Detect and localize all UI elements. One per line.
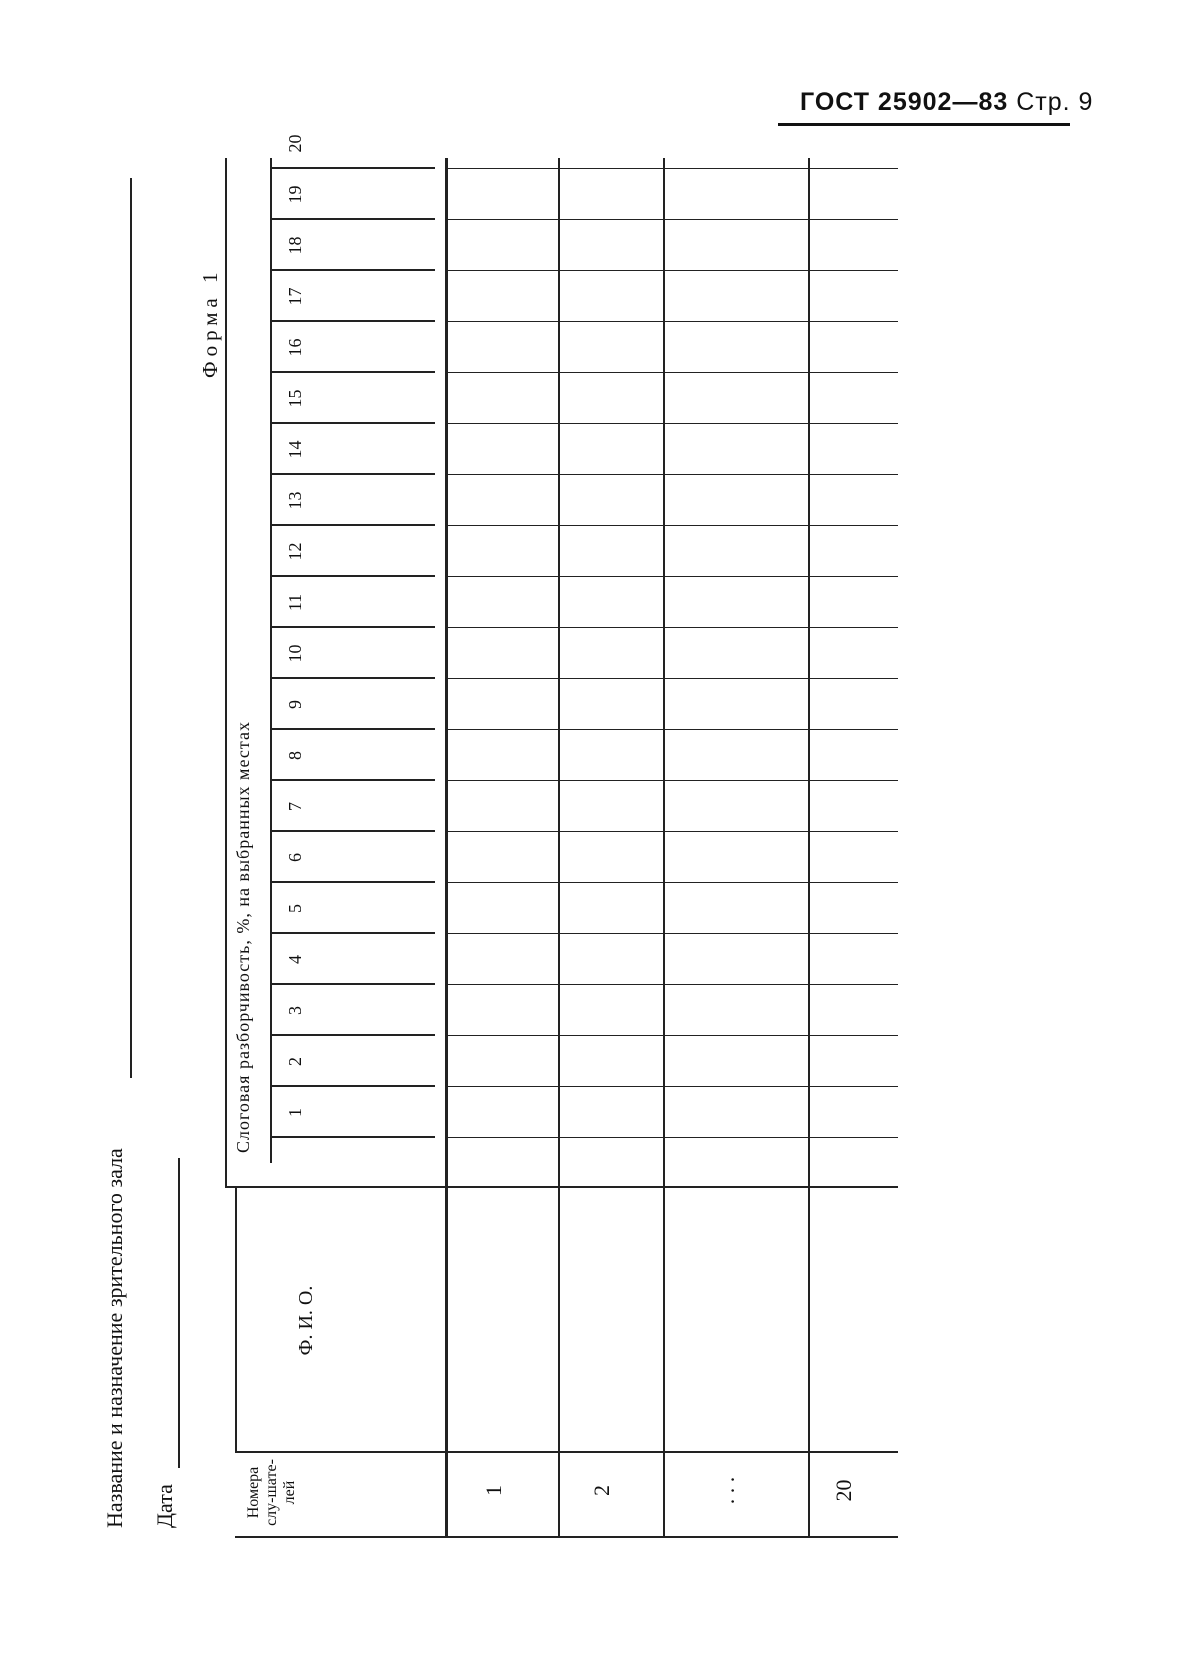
place-col-10: 10 — [285, 644, 305, 663]
header-sep-listener — [235, 1451, 450, 1453]
cell-line — [448, 933, 558, 934]
header-bottom-line — [445, 158, 448, 1538]
cell-line — [808, 729, 898, 730]
cell-line — [808, 984, 898, 985]
col-name-label: Ф. И. О. — [295, 1285, 317, 1356]
header-sep-name — [225, 1186, 445, 1188]
cell-line — [663, 780, 808, 781]
cell-line — [663, 933, 808, 934]
place-col-6: 6 — [285, 853, 305, 862]
place-col-17: 17 — [285, 287, 305, 306]
cell-line — [558, 321, 663, 322]
place-col-8: 8 — [285, 751, 305, 760]
table-bottom-edge — [448, 1536, 898, 1538]
place-col-5: 5 — [285, 904, 305, 913]
cell-line — [808, 780, 898, 781]
row-sep-listener — [663, 1451, 808, 1453]
row-separator — [558, 158, 560, 1538]
cell-line — [663, 372, 808, 373]
cell-line — [663, 1086, 808, 1087]
cell-line — [558, 372, 663, 373]
hall-name-blank[interactable] — [130, 178, 132, 1078]
cell-line — [808, 168, 898, 169]
hall-name-label: Название и назначение зрительного зала — [102, 1148, 127, 1528]
place-col-15: 15 — [285, 389, 305, 408]
cell-line — [558, 933, 663, 934]
date-label: Дата — [152, 1484, 177, 1528]
cell-line — [808, 219, 898, 220]
cell-line — [808, 423, 898, 424]
row-sep-listener — [448, 1451, 558, 1453]
cell-line — [663, 678, 808, 679]
row-listener-number: 1 — [481, 1485, 506, 1496]
cell-line — [663, 321, 808, 322]
cell-line — [663, 831, 808, 832]
cell-line — [558, 627, 663, 628]
cell-line — [558, 219, 663, 220]
row-separator — [663, 158, 665, 1538]
place-col-20: 20 — [285, 134, 305, 153]
table-top-line-left — [235, 1188, 237, 1453]
cell-line — [808, 882, 898, 883]
row-sep-name — [808, 1186, 898, 1188]
cell-line — [808, 933, 898, 934]
cell-line — [808, 270, 898, 271]
cell-line — [448, 168, 558, 169]
cell-line — [808, 1086, 898, 1087]
cell-line — [558, 729, 663, 730]
cell-line — [808, 831, 898, 832]
header-rule — [778, 123, 1070, 126]
form-label: Форма 1 — [198, 267, 222, 378]
cell-line — [808, 1137, 898, 1138]
cell-line — [808, 372, 898, 373]
cell-line — [808, 1035, 898, 1036]
place-col-9: 9 — [285, 700, 305, 709]
cell-line — [558, 1086, 663, 1087]
cell-line — [558, 831, 663, 832]
page-label: Стр. — [1016, 88, 1071, 116]
place-col-16: 16 — [285, 338, 305, 357]
cell-line — [808, 474, 898, 475]
cell-line — [808, 627, 898, 628]
cell-line — [448, 525, 558, 526]
rotated-form — [100, 134, 856, 1538]
cell-line — [448, 1035, 558, 1036]
row-listener-number: 20 — [831, 1479, 856, 1502]
cell-line — [448, 321, 558, 322]
cell-line — [808, 321, 898, 322]
place-col-2: 2 — [285, 1057, 305, 1066]
cell-line — [448, 678, 558, 679]
row-sep-name — [558, 1186, 663, 1188]
place-col-13: 13 — [285, 491, 305, 510]
cell-line — [558, 678, 663, 679]
cell-line — [663, 423, 808, 424]
cell-line — [448, 219, 558, 220]
cell-line — [448, 474, 558, 475]
place-col-14: 14 — [285, 440, 305, 459]
cell-line — [558, 474, 663, 475]
cell-line — [663, 627, 808, 628]
col-intelligibility-label: Слоговая разборчивость, %, на выбранных местах — [233, 721, 253, 1153]
cell-line — [448, 576, 558, 577]
cell-line — [663, 576, 808, 577]
cell-line — [558, 525, 663, 526]
row-listener-number: . . . — [713, 1476, 739, 1505]
cell-line — [448, 984, 558, 985]
cell-line — [558, 780, 663, 781]
row-sep-listener — [808, 1451, 898, 1453]
place-col-7: 7 — [285, 802, 305, 811]
cell-line — [663, 882, 808, 883]
group-label-line — [270, 158, 272, 1163]
place-col-12: 12 — [285, 542, 305, 561]
cell-line — [663, 984, 808, 985]
cell-line — [558, 882, 663, 883]
place-col-4: 4 — [285, 955, 305, 964]
place-col-3: 3 — [285, 1006, 305, 1015]
cell-line — [663, 168, 808, 169]
row-sep-listener — [558, 1451, 663, 1453]
page-header — [800, 88, 1093, 117]
cell-line — [448, 729, 558, 730]
document-code: ГОСТ 25902—83 — [800, 88, 1009, 116]
header-left-edge — [235, 1536, 450, 1538]
cell-line — [663, 474, 808, 475]
cell-line — [448, 423, 558, 424]
cell-line — [663, 270, 808, 271]
place-col-1: 1 — [285, 1108, 305, 1117]
cell-line — [808, 525, 898, 526]
cell-line — [808, 576, 898, 577]
cell-line — [558, 168, 663, 169]
cell-line — [448, 270, 558, 271]
date-blank[interactable] — [178, 1158, 180, 1468]
cell-line — [448, 627, 558, 628]
cell-line — [663, 729, 808, 730]
cell-line — [448, 780, 558, 781]
col-listener-label: Номера слу-шате-лей — [245, 1459, 298, 1526]
place-col-11: 11 — [285, 593, 305, 612]
place-col-19: 19 — [285, 185, 305, 204]
cell-line — [558, 576, 663, 577]
row-sep-name — [448, 1186, 558, 1188]
cell-line — [663, 1035, 808, 1036]
row-separator — [808, 158, 810, 1538]
cell-line — [558, 1035, 663, 1036]
cell-line — [558, 1137, 663, 1138]
table-top-line — [225, 158, 227, 1188]
cell-line — [663, 1137, 808, 1138]
cell-line — [448, 882, 558, 883]
cell-line — [448, 1086, 558, 1087]
cell-line — [448, 372, 558, 373]
place-col-18: 18 — [285, 236, 305, 255]
cell-line — [663, 525, 808, 526]
cell-line — [558, 423, 663, 424]
cell-line — [558, 984, 663, 985]
cell-line — [808, 678, 898, 679]
row-listener-number: 2 — [588, 1485, 614, 1496]
cell-line — [448, 831, 558, 832]
row-sep-name — [663, 1186, 808, 1188]
cell-line — [448, 1137, 558, 1138]
cell-line — [558, 270, 663, 271]
cell-line — [663, 219, 808, 220]
page-number: 9 — [1078, 88, 1094, 116]
